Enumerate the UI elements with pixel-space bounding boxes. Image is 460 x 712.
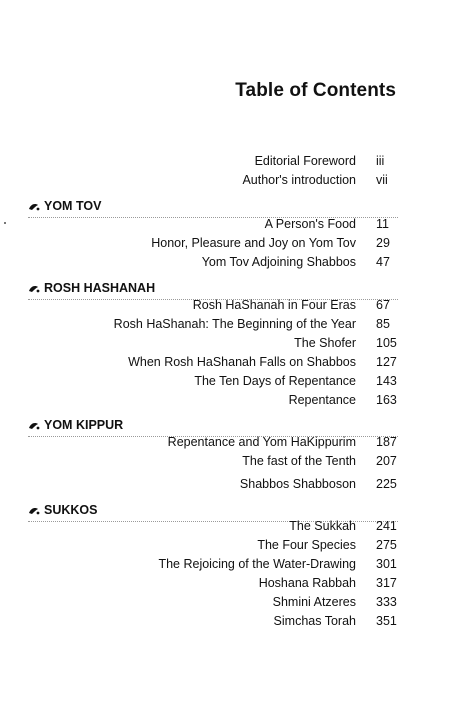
entry-page: 105 [376,336,397,350]
toc-entry [0,612,460,630]
toc-entry [0,574,460,592]
fleuron-icon [28,506,40,516]
entry-page: 11 [376,217,389,231]
entry-title: Hoshana Rabbah [258,576,356,590]
entry-page: 67 [376,298,390,312]
toc-entry [0,353,460,371]
entry-title: Editorial Foreword [254,154,356,168]
toc-entry [0,433,460,451]
entry-page: 207 [376,454,397,468]
entry-title: Rosh HaShanah in Four Eras [192,298,356,312]
toc-entry [0,475,460,493]
toc-entry [0,372,460,390]
toc-entry [0,152,460,170]
section-heading-rosh-hashanah [28,279,155,297]
entry-title: The fast of the Tenth [242,454,356,468]
entry-page: vii [376,173,388,187]
entry-title: The Rejoicing of the Water-Drawing [158,557,356,571]
entry-title: Honor, Pleasure and Joy on Yom Tov [151,236,356,250]
toc-entry [0,296,460,314]
entry-title: Shabbos Shabboson [239,477,356,491]
entry-page: 351 [376,614,397,628]
entry-title: Simchas Torah [273,614,356,628]
entry-title: When Rosh HaShanah Falls on Shabbos [128,355,356,369]
entry-title: The Sukkah [289,519,356,533]
entry-title: The Shofer [294,336,356,350]
entry-page: 47 [376,255,390,269]
section-heading-yom-tov [28,197,101,215]
entry-page: 127 [376,355,397,369]
fleuron-icon [28,284,40,294]
entry-title: The Four Species [257,538,356,552]
entry-title: Repentance [288,393,356,407]
section-label: YOM TOV [44,199,102,213]
entry-title: Rosh HaShanah: The Beginning of the Year [113,317,356,331]
toc-entry [0,253,460,271]
entry-title: Yom Tov Adjoining Shabbos [201,255,356,269]
toc-entry [0,215,460,233]
section-heading-yom-kippur [28,416,123,434]
toc-entry [0,315,460,333]
entry-title: A Person's Food [264,217,356,231]
section-label: SUKKOS [44,503,98,517]
entry-title: Repentance and Yom HaKippurim [167,435,356,449]
page-title: Table of Contents [235,80,396,101]
toc-entry [0,171,460,189]
entry-page: 275 [376,538,397,552]
toc-entry [0,555,460,573]
toc-entry [0,452,460,470]
entry-page: 301 [376,557,397,571]
toc-entry [0,517,460,535]
entry-title: The Ten Days of Repentance [194,374,356,388]
toc-entry [0,234,460,252]
entry-title: Shmini Atzeres [272,595,356,609]
entry-page: 163 [376,393,397,407]
entry-page: 85 [376,317,390,331]
toc-entry [0,334,460,352]
entry-title: Author's introduction [242,173,356,187]
fleuron-icon [28,202,40,212]
entry-page: 333 [376,595,397,609]
toc-entry [0,536,460,554]
toc-entry [0,593,460,611]
entry-page: iii [376,154,385,168]
entry-page: 29 [376,236,390,250]
entry-page: 241 [376,519,397,533]
entry-page: 143 [376,374,397,388]
toc-entry [0,391,460,409]
entry-page: 317 [376,576,397,590]
entry-page: 225 [376,477,397,491]
section-label: YOM KIPPUR [44,418,124,432]
entry-page: 187 [376,435,397,449]
fleuron-icon [28,421,40,431]
section-label: ROSH HASHANAH [44,281,156,295]
